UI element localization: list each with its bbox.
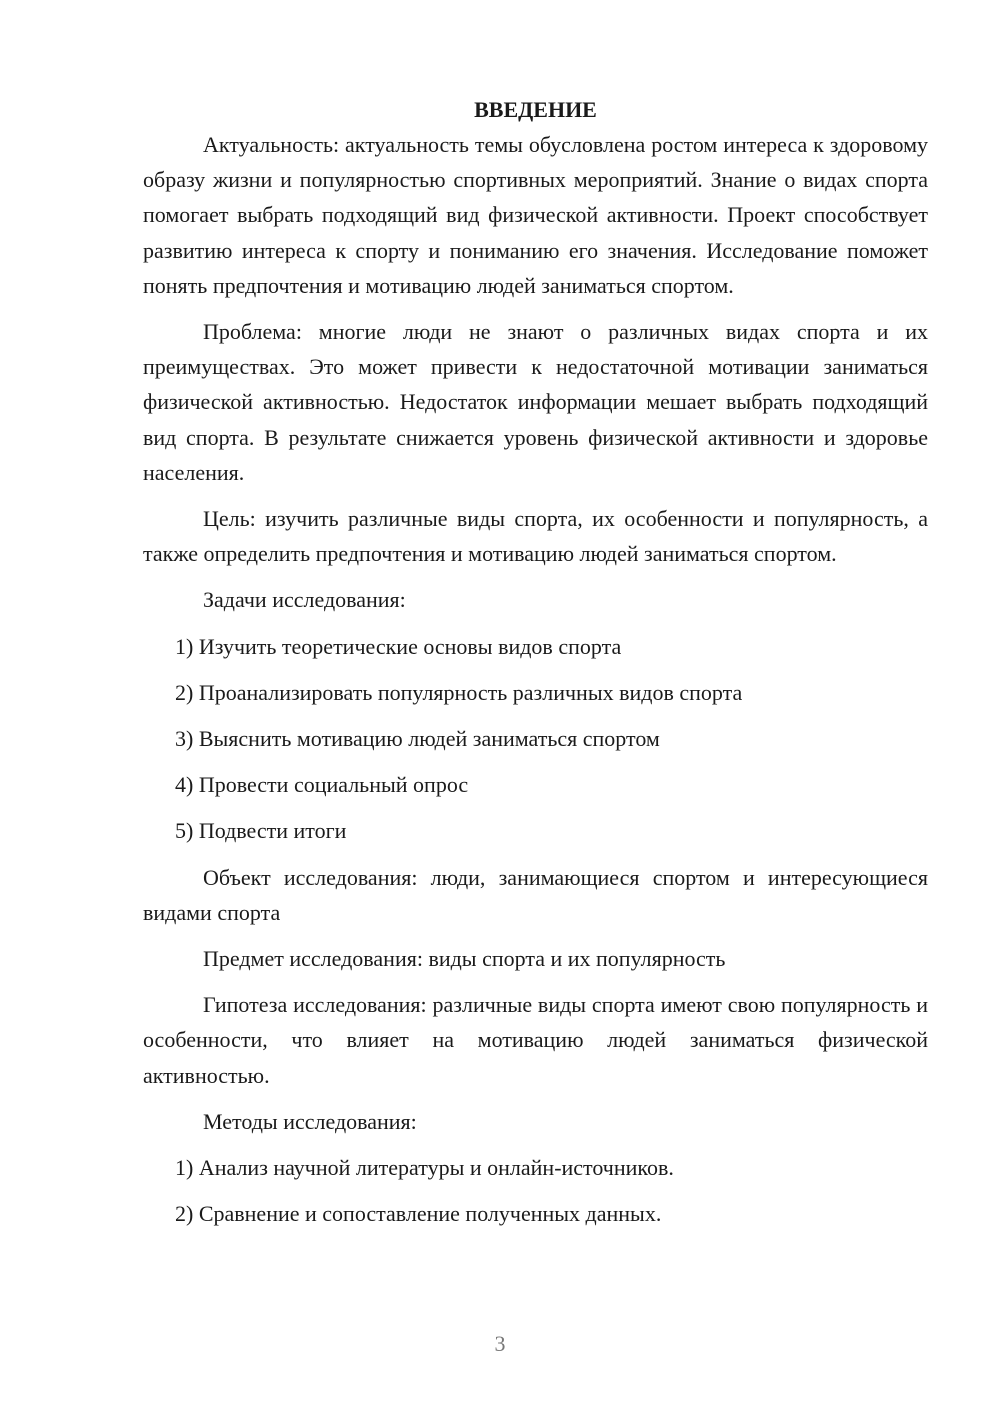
- methods-heading: Методы исследования:: [203, 1108, 417, 1134]
- tasks-heading: Задачи исследования:: [203, 587, 406, 613]
- task-item: 5) Подвести итоги: [175, 818, 347, 844]
- hypothesis-paragraph: Гипотеза исследования: различные виды спорта имеют свою популярность и особенности, что влияет на мотивацию людей заниматься физической активностью.: [143, 992, 928, 1088]
- page-title: ВВЕДЕНИЕ: [474, 97, 597, 122]
- task-item: 2) Проанализировать популярность различных видов спорта: [175, 679, 743, 705]
- subject-paragraph: Предмет исследования: виды спорта и их популярность: [203, 946, 726, 972]
- page-number: 3: [494, 1331, 506, 1356]
- relevance-paragraph: Актуальность: актуальность темы обусловлена ростом интереса к здоровому образу жизни и популярностью спортивных мероприятий. Знание о видах спорта помогает выбрать подходящий вид физической активности. Проект способствует развитию интереса к спорту и пониманию его значения. Исследование поможет понять предпочтения и мотивацию людей заниматься спортом.: [143, 132, 928, 298]
- task-item: 3) Выяснить мотивацию людей заниматься спортом: [175, 726, 660, 752]
- task-item: 4) Провести социальный опрос: [175, 772, 469, 798]
- document-page: [143, 92, 928, 1231]
- method-item: 1) Анализ научной литературы и онлайн-источников.: [175, 1155, 674, 1181]
- method-item: 2) Сравнение и сопоставление полученных данных.: [175, 1201, 662, 1227]
- goal-paragraph: Цель: изучить различные виды спорта, их особенности и популярность, а также определить предпочтения и мотивацию людей заниматься спортом.: [143, 506, 928, 567]
- task-item: 1) Изучить теоретические основы видов спорта: [175, 633, 622, 659]
- problem-paragraph: Проблема: многие люди не знают о различных видах спорта и их преимуществах. Это может привести к недостаточной мотивации заниматься физической активностью. Недостаток информации мешает выбрать подходящий вид спорта. В результате снижается уровень физической активности и здоровье населения.: [143, 319, 928, 485]
- object-paragraph: Объект исследования: люди, занимающиеся спортом и интересующиеся видами спорта: [143, 864, 928, 925]
